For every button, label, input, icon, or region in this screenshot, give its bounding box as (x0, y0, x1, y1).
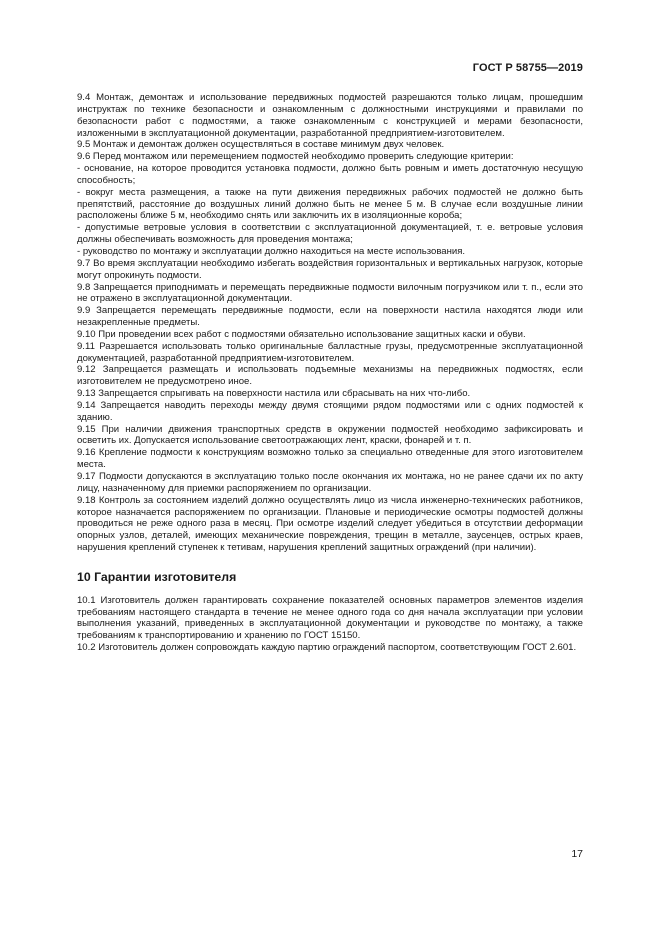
paragraph: 9.4 Монтаж, демонтаж и использование передвижных подмостей разрешаются только лицам, прошедшим инструктаж по технике безопасности и ознакомленным с должностными инструкциями и правилами по безопасности работ с подмостями, а также ознакомленным с конструкцией и мерами безопасности, изложенными в эксплуатационной документации, разработанной предприятием-изготовителем. (77, 92, 583, 139)
paragraph: - основание, на которое проводится установка подмости, должно быть ровным и иметь достаточную несущую способность; (77, 163, 583, 186)
section-10-text (77, 595, 583, 654)
paragraph: - руководство по монтажу и эксплуатации должно находиться на месте использования. (77, 245, 466, 257)
paragraph: 9.8 Запрещается приподнимать и перемещать передвижные подмости вилочным погрузчиком или т. п., если это не отражено в эксплуатационной документации. (77, 281, 583, 305)
paragraph: 10.2 Изготовитель должен сопровождать каждую партию ограждений паспортом, соответствующим ГОСТ 2.601. (77, 642, 577, 654)
page-number: 17 (571, 848, 583, 860)
paragraph: - вокруг места размещения, а также на пути движения передвижных рабочих подмостей не должно быть препятствий, расстояние до воздушных линий должно быть не менее 5 м. В случае если воздушные линии расположены ближе 5 м, необходимо снять или заключить их в изоляционные короба; (77, 186, 583, 222)
paragraph: 10.1 Изготовитель должен гарантировать сохранение показателей основных параметров элементов изделия требованиям настоящего стандарта в течение не менее одного года со дня начала эксплуатации при условии выполнения указаний, приведенных в эксплуатационной документации и руководстве по монтажу, а также требованиям к транспортированию и хранению по ГОСТ 15150. (77, 594, 583, 642)
paragraph: 9.10 При проведении всех работ с подмостями обязательно использование защитных каски и обуви. (77, 328, 526, 340)
paragraph: 9.12 Запрещается размещать и использовать подъемные механизмы на передвижных подмостях, если изготовителем не предусмотрено иное. (77, 364, 583, 388)
paragraph: 9.11 Разрешается использовать только оригинальные балластные грузы, предусмотренные эксплуатационной документацией, разработанной предприятием-изготовителем. (77, 340, 583, 364)
paragraph: 9.13 Запрещается спрыгивать на поверхности настила или сбрасывать на них что-либо. (77, 388, 471, 400)
paragraph: 9.14 Запрещается наводить переходы между двумя стоящими рядом подмостями или с одних подмостей к зданию. (77, 399, 583, 423)
paragraph: 9.5 Монтаж и демонтаж должен осуществляться в составе минимум двух человек. (77, 139, 445, 151)
paragraph: 9.18 Контроль за состоянием изделий должно осуществлять лицо из числа инженерно-технических работников, которое назначается распоряжением по организации. Плановые и периодические осмотры подмостей должны проводиться не реже одного раза в месяц. При осмотре изделий следует убедиться в отсутствии деформации опорных узлов, деталей, имеющих механические повреждения, трещин в металле, заусенцев, острых краев, нарушения креплений ступенек к тетивам, нарушения креплений защитных ограждений (при наличии). (77, 494, 583, 554)
paragraph: 9.6 Перед монтажом или перемещением подмостей необходимо проверить следующие критерии: (77, 151, 514, 163)
paragraph: - допустимые ветровые условия в соответствии с эксплуатационной документацией, т. е. ветровые условия должны обеспечивать возможность для проведения монтажа; (77, 222, 583, 246)
paragraph: 9.16 Крепление подмости к конструкциям возможно только за специально отведенные для этого изготовителем места. (77, 447, 583, 471)
paragraph: 9.7 Во время эксплуатации необходимо избегать воздействия горизонтальных и вертикальных нагрузок, которые могут опрокинуть подмости. (77, 257, 583, 281)
section-9-text (77, 92, 583, 554)
paragraph: 9.9 Запрещается перемещать передвижные подмости, если на поверхности настила находятся люди или незакрепленные предметы. (77, 305, 583, 329)
paragraph: 9.17 Подмости допускаются в эксплуатацию только после окончания их монтажа, но не ранее сдачи их по акту лицу, назначенному для приемки распоряжением по организации. (77, 471, 583, 494)
document-header: ГОСТ Р 58755—2019 (472, 62, 583, 74)
section-10-title: 10 Гарантии изготовителя (77, 569, 237, 584)
paragraph: 9.15 При наличии движения транспортных средств в окружении подмостей необходимо зафиксировать и осветить их. Допускается использование светоотражающих лент, краски, фонарей и т. п. (77, 423, 583, 447)
page-body (77, 92, 583, 654)
